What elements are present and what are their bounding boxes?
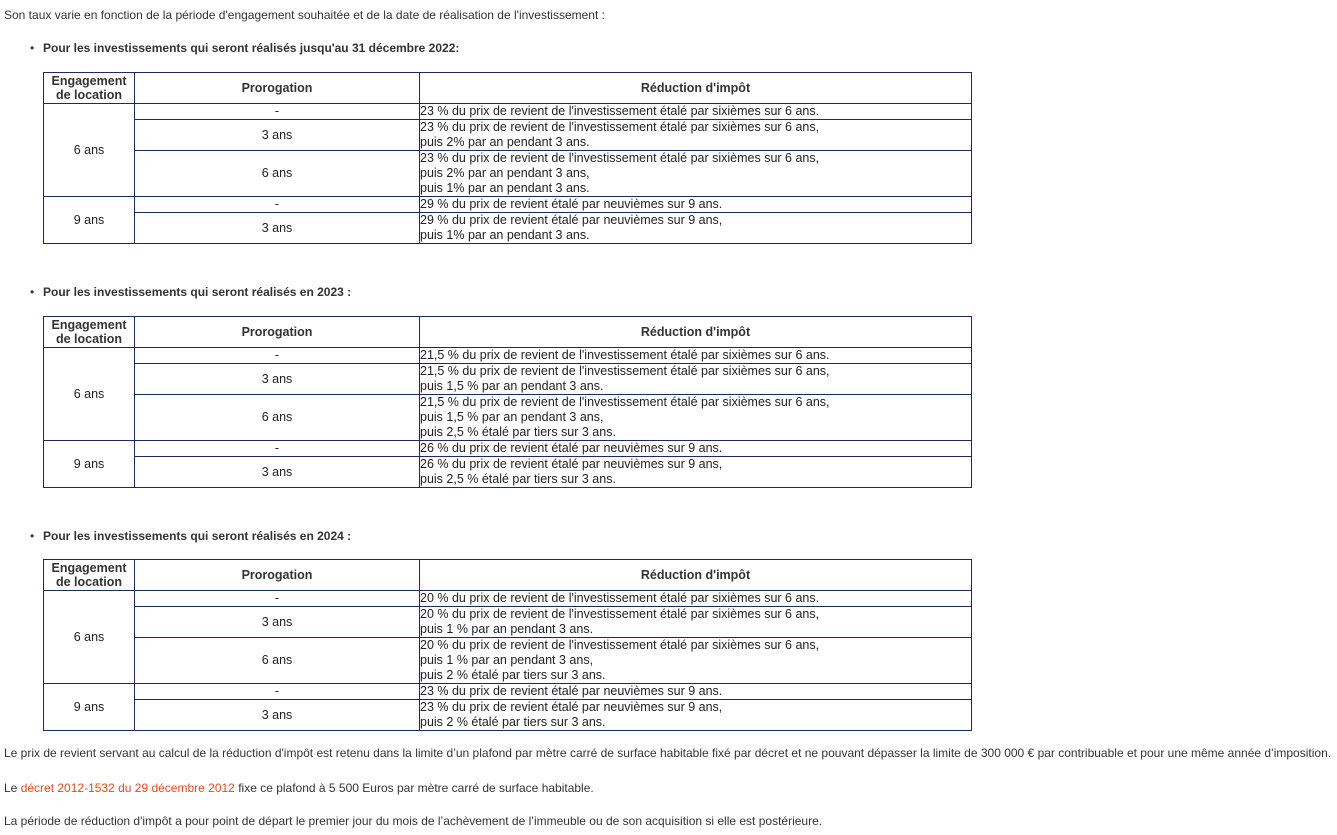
header-engagement: Engagement de location xyxy=(44,560,135,591)
prorogation-cell: - xyxy=(135,348,420,364)
header-prorogation: Prorogation xyxy=(135,73,420,104)
plafond-paragraph: Le prix de revient servant au calcul de la réduction d'impôt est retenu dans la limite d’un plafond par mètre carré de surface habitable fixé par décret et ne pouvant dépasser la limite de 300 000 € par contribuable et pour une même année d’imposition. xyxy=(4,746,1332,760)
engagement-9-ans: 9 ans xyxy=(44,197,135,244)
section-heading-2023: • Pour les investissements qui seront réalisés en 2023 : xyxy=(30,285,351,299)
prorogation-cell: 6 ans xyxy=(135,151,420,197)
reduction-cell: 20 % du prix de revient de l'investissement étalé par sixièmes sur 6 ans. xyxy=(420,591,972,607)
reduction-cell: 23 % du prix de revient étalé par neuvièmes sur 9 ans, puis 2 % étalé par tiers sur 3 ans. xyxy=(420,700,972,731)
engagement-6-ans: 6 ans xyxy=(44,348,135,441)
reduction-cell: 26 % du prix de revient étalé par neuvièmes sur 9 ans. xyxy=(420,441,972,457)
prorogation-cell: 3 ans xyxy=(135,213,420,244)
prorogation-cell: - xyxy=(135,197,420,213)
section-heading-2022: • Pour les investissements qui seront réalisés jusqu'au 31 décembre 2022: xyxy=(30,41,459,55)
prorogation-cell: - xyxy=(135,591,420,607)
reduction-cell: 23 % du prix de revient étalé par neuvièmes sur 9 ans. xyxy=(420,684,972,700)
header-reduction: Réduction d'impôt xyxy=(420,73,972,104)
prorogation-cell: 3 ans xyxy=(135,120,420,151)
engagement-9-ans: 9 ans xyxy=(44,441,135,488)
reduction-cell: 20 % du prix de revient de l'investissement étalé par sixièmes sur 6 ans, puis 1 % par an pendant 3 ans, puis 2 % étalé par tiers sur 3 ans. xyxy=(420,638,972,684)
prorogation-cell: 6 ans xyxy=(135,638,420,684)
prorogation-cell: 3 ans xyxy=(135,607,420,638)
prorogation-cell: - xyxy=(135,684,420,700)
decret-paragraph xyxy=(4,781,594,795)
reduction-cell: 29 % du prix de revient étalé par neuvièmes sur 9 ans. xyxy=(420,197,972,213)
reduction-cell: 20 % du prix de revient de l'investissement étalé par sixièmes sur 6 ans, puis 1 % par an pendant 3 ans. xyxy=(420,607,972,638)
prorogation-cell: - xyxy=(135,441,420,457)
header-reduction: Réduction d'impôt xyxy=(420,317,972,348)
intro-text: Son taux varie en fonction de la période d'engagement souhaitée et de la date de réalisation de l'investissement : xyxy=(4,8,605,22)
prorogation-cell: 3 ans xyxy=(135,457,420,488)
reduction-cell: 21,5 % du prix de revient de l'investissement étalé par sixièmes sur 6 ans. xyxy=(420,348,972,364)
prorogation-cell: 3 ans xyxy=(135,700,420,731)
reduction-cell: 23 % du prix de revient de l'investissement étalé par sixièmes sur 6 ans, puis 2% par an pendant 3 ans. xyxy=(420,120,972,151)
prorogation-cell: 3 ans xyxy=(135,364,420,395)
engagement-6-ans: 6 ans xyxy=(44,104,135,197)
header-engagement: Engagement de location xyxy=(44,73,135,104)
reduction-cell: 26 % du prix de revient étalé par neuvièmes sur 9 ans, puis 2,5 % étalé par tiers sur 3 ans. xyxy=(420,457,972,488)
tax-table-2022 xyxy=(43,72,972,244)
header-prorogation: Prorogation xyxy=(135,317,420,348)
reduction-cell: 23 % du prix de revient de l'investissement étalé par sixièmes sur 6 ans. xyxy=(420,104,972,120)
decret-prefix: Le xyxy=(4,781,21,795)
header-prorogation: Prorogation xyxy=(135,560,420,591)
prorogation-cell: 6 ans xyxy=(135,395,420,441)
header-engagement: Engagement de location xyxy=(44,317,135,348)
reduction-cell: 29 % du prix de revient étalé par neuvièmes sur 9 ans, puis 1% par an pendant 3 ans. xyxy=(420,213,972,244)
engagement-6-ans: 6 ans xyxy=(44,591,135,684)
decret-link[interactable]: décret 2012-1532 du 29 décembre 2012 xyxy=(20,781,235,795)
reduction-cell: 21,5 % du prix de revient de l'investissement étalé par sixièmes sur 6 ans, puis 1,5 % par an pendant 3 ans, puis 2,5 % étalé par tiers sur 3 ans. xyxy=(420,395,972,441)
reduction-cell: 23 % du prix de revient de l'investissement étalé par sixièmes sur 6 ans, puis 2% par an pendant 3 ans, puis 1% par an pendant 3 ans. xyxy=(420,151,972,197)
tax-table-2023 xyxy=(43,316,972,488)
header-reduction: Réduction d'impôt xyxy=(420,560,972,591)
periode-paragraph: La période de réduction d'impôt a pour point de départ le premier jour du mois de l’achèvement de l’immeuble ou de son acquisition si elle est postérieure. xyxy=(4,814,823,828)
decret-suffix: fixe ce plafond à 5 500 Euros par mètre carré de surface habitable. xyxy=(234,781,594,795)
reduction-cell: 21,5 % du prix de revient de l'investissement étalé par sixièmes sur 6 ans, puis 1,5 % par an pendant 3 ans. xyxy=(420,364,972,395)
section-heading-2024: • Pour les investissements qui seront réalisés en 2024 : xyxy=(30,529,351,543)
engagement-9-ans: 9 ans xyxy=(44,684,135,731)
tax-table-2024 xyxy=(43,559,972,731)
prorogation-cell: - xyxy=(135,104,420,120)
